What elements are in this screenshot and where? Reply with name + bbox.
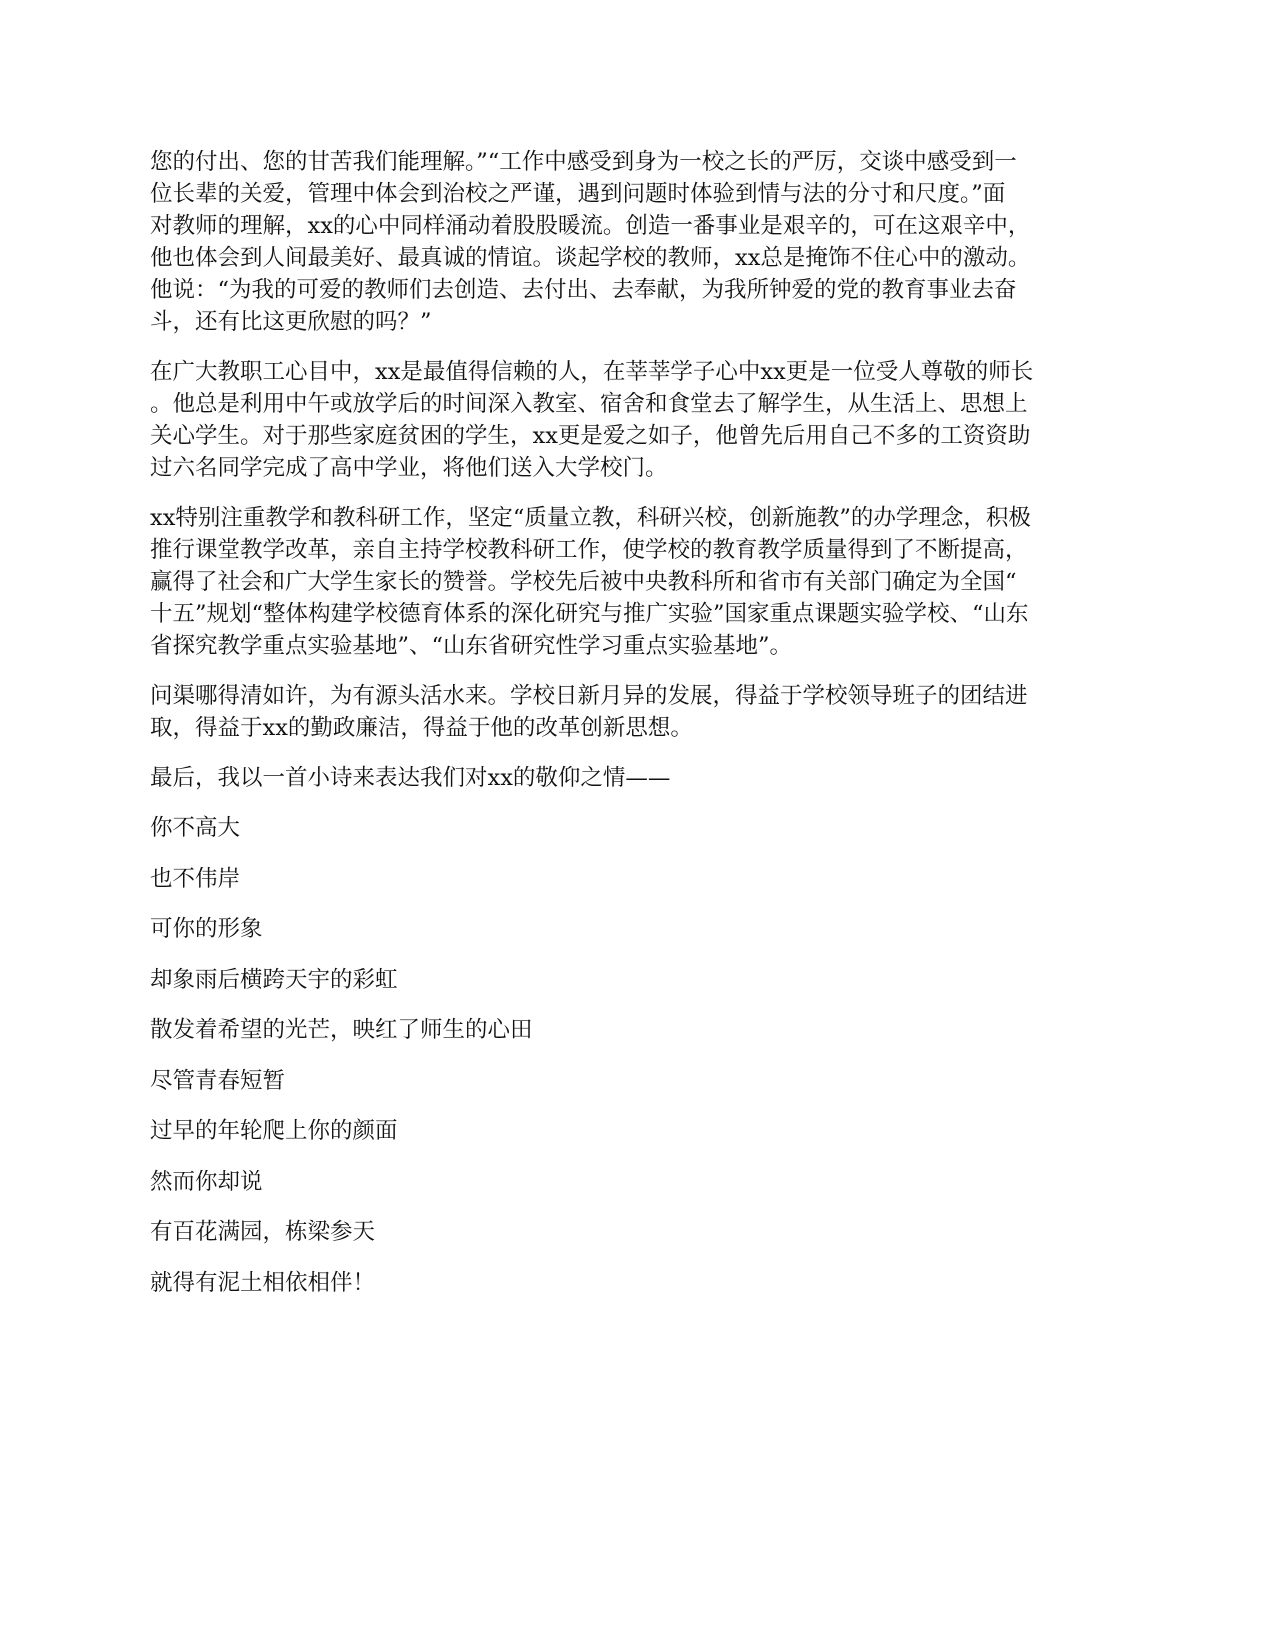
text-line: 最后，我以一首小诗来表达我们对xx的敬仰之情—— xyxy=(150,765,671,791)
poem-line: 也不伟岸 xyxy=(150,865,241,892)
text-line: xx特别注重教学和教科研工作，坚定“质量立教，科研兴校，创新施教”的办学理念，积极 xyxy=(150,505,1031,531)
poem-line: 然而你却说 xyxy=(150,1168,263,1195)
text-line: 关心学生。对于那些家庭贫困的学生，xx更是爱之如子，他曾先后用自己不多的工资资助 xyxy=(150,423,1031,449)
poem-line: 却象雨后横跨天宇的彩虹 xyxy=(150,966,398,993)
text-line: 问渠哪得清如许，为有源头活水来。学校日新月异的发展，得益于学校领导班子的团结进 xyxy=(150,683,1028,709)
poem-line: 你不高大 xyxy=(150,815,241,841)
poem-line: 有百花满园，栋梁参天 xyxy=(150,1219,376,1245)
text-line: 在广大教职工心目中，xx是最值得信赖的人，在莘莘学子心中xx更是一位受人尊敬的师长 xyxy=(150,359,1034,385)
poem-line: 尽管青春短暂 xyxy=(150,1067,286,1094)
text-line: 他也体会到人间最美好、最真诚的情谊。谈起学校的教师，xx总是掩饰不住心中的激动。 xyxy=(150,245,1031,271)
paragraph-5 xyxy=(150,762,1130,794)
text-line: 他说：“为我的可爱的教师们去创造、去付出、去奉献，为我所钟爱的党的教育事业去奋 xyxy=(150,277,1017,303)
text-line: 省探究教学重点实验基地”、“山东省研究性学习重点实验基地”。 xyxy=(150,633,793,659)
poem-line: 可你的形象 xyxy=(150,916,263,942)
text-line: 推行课堂教学改革，亲自主持学校教科研工作，使学校的教育教学质量得到了不断提高， xyxy=(150,537,1028,563)
document-page xyxy=(150,146,1130,1317)
text-line: 斗，还有比这更欣慰的吗？” xyxy=(150,309,432,335)
text-line: 对教师的理解，xx的心中同样涌动着股股暖流。创造一番事业是艰辛的，可在这艰辛中， xyxy=(150,213,1031,239)
poem-line: 就得有泥土相依相伴！ xyxy=(150,1269,376,1296)
poem-line: 散发着希望的光芒，映红了师生的心田 xyxy=(150,1017,533,1043)
text-line: 十五”规划“整体构建学校德育体系的深化研究与推广实验”国家重点课题实验学校、“山东 xyxy=(150,601,1029,627)
text-line: 位长辈的关爱，管理中体会到治校之严谨，遇到问题时体验到情与法的分寸和尺度。”面 xyxy=(150,181,1006,207)
text-line: 过六名同学完成了高中学业，将他们送入大学校门。 xyxy=(150,455,668,481)
text-line: 赢得了社会和广大学生家长的赞誉。学校先后被中央教科所和省市有关部门确定为全国“ xyxy=(150,569,1017,595)
text-line: 。他总是利用中午或放学后的时间深入教室、宿舍和食堂去了解学生，从生活上、思想上 xyxy=(150,391,1028,417)
paragraph-1 xyxy=(150,146,1130,338)
text-line: 取，得益于xx的勤政廉洁，得益于他的改革创新思想。 xyxy=(150,715,693,741)
paragraph-3 xyxy=(150,502,1130,662)
poem xyxy=(150,812,1130,1299)
paragraph-4 xyxy=(150,680,1130,744)
text-line: 您的付出、您的甘苦我们能理解。”“工作中感受到身为一校之长的严厉，交谈中感受到一 xyxy=(150,149,1017,175)
paragraph-2 xyxy=(150,356,1130,484)
poem-line: 过早的年轮爬上你的颜面 xyxy=(150,1118,398,1144)
